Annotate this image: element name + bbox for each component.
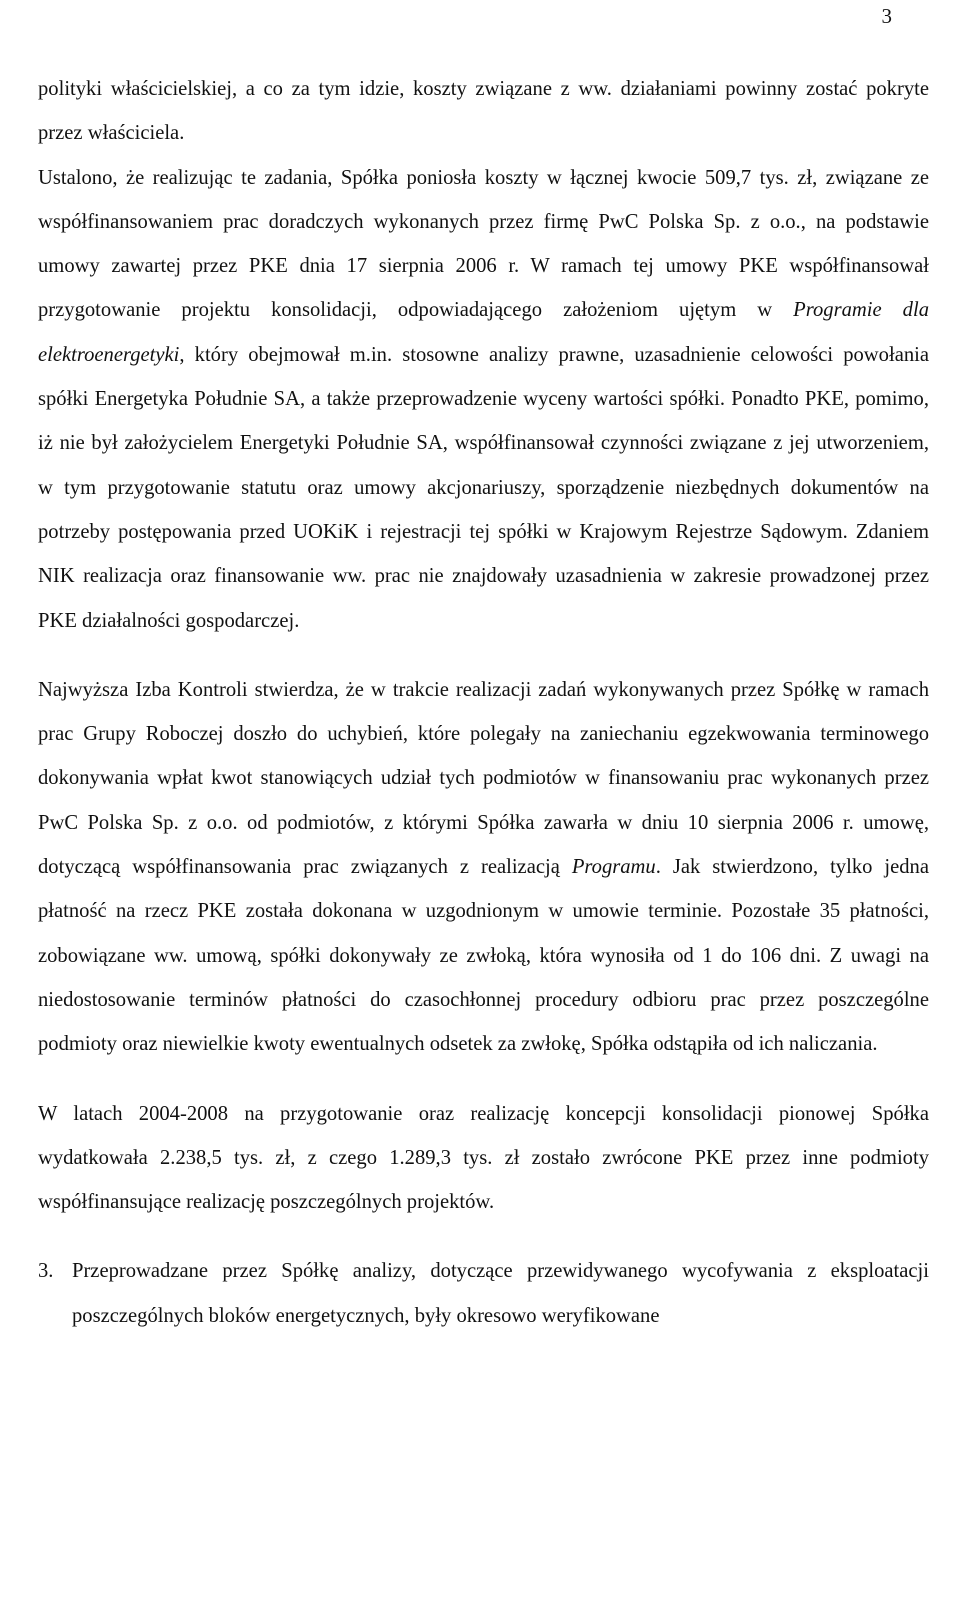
numbered-list-item [38, 1249, 929, 1338]
paragraph-text: polityki właścicielskiej, a co za tym idzie, koszty związane z ww. działaniami powinny zostać pokryte przez właściciela. [38, 78, 929, 145]
italic-title: Programu [571, 856, 656, 879]
paragraph-text: . Jak stwierdzono, tylko jedna płatność na rzecz PKE została dokonana w uzgodnionym w umowie terminie. Pozostałe 35 płatności, zobowiązane ww. umową, spółki dokonywały ze zwłoką, która wynosiła od 1 do 106 dni. Z uwagi na niedostosowanie terminów płatności do czasochłonnej procedury odbioru prac przez poszczególne podmioty oraz niewielkie kwoty ewentualnych odsetek za zwłokę, Spółka odstąpiła od ich naliczania. [38, 856, 929, 1056]
page-number: 3 [881, 4, 892, 28]
paragraph-spacer [38, 1067, 929, 1092]
paragraph [38, 67, 929, 156]
paragraph-text: W latach 2004-2008 na przygotowanie oraz realizację koncepcji konsolidacji pionowej Spółka wydatkowała 2.238,5 tys. zł, z czego 1.289,3 tys. zł zostało zwrócone PKE przez inne podmioty współfinansujące realizację poszczególnych projektów. [38, 1102, 929, 1214]
paragraph-text: Ustalono, że realizując te zadania, Spółka poniosła koszty w łącznej kwocie 509,7 tys. zł, związane ze współfinansowaniem prac doradczych wykonanych przez firmę PwC Polska Sp. z o.o., na podstawie umowy zawartej przez PKE dnia 17 sierpnia 2006 r. W ramach tej umowy PKE współfinansował przygotowanie projektu konsolidacji, odpowiadającego założeniom ujętym w [38, 166, 929, 322]
document-body [38, 67, 929, 1338]
paragraph-text: Najwyższa Izba Kontroli stwierdza, że w trakcie realizacji zadań wykonywanych przez Spółkę w ramach prac Grupy Roboczej doszło do uchybień, które polegały na zaniechaniu egzekwowania terminowego dokonywania wpłat kwot stanowiących udział tych podmiotów w finansowaniu prac wykonanych przez PwC Polska Sp. z o.o. od podmiotów, z którymi Spółka zawarła w dniu 10 sierpnia 2006 r. umowę, dotyczącą współfinansowania prac związanych z realizacją [38, 678, 929, 879]
paragraph-text: , który obejmował m.in. stosowne analizy prawne, uzasadnienie celowości powołania spółki Energetyka Południe SA, a także przeprowadzenie wyceny wartości spółki. Ponadto PKE, pomimo, iż nie był założycielem Energetyki Południe SA, współfinansował czynności związane z jej utworzeniem, w tym przygotowanie statutu oraz umowy akcjonariuszy, sporządzenie niezbędnych dokumentów na potrzeby postępowania przed UOKiK i rejestracji tej spółki w Krajowym Rejestrze Sądowym. Zdaniem NIK realizacja oraz finansowanie ww. prac nie znajdowały uzasadnienia w zakresie prowadzonej przez PKE działalności gospodarczej. [38, 343, 929, 632]
paragraph [38, 156, 929, 643]
italic-title: Programie dla elektroenergetyki [38, 299, 929, 366]
paragraph-spacer [38, 1224, 929, 1249]
list-number: 3. [38, 1260, 54, 1283]
paragraph [38, 1092, 929, 1225]
list-item-text: Przeprowadzane przez Spółkę analizy, dotyczące przewidywanego wycofywania z eksploatacji poszczególnych bloków energetycznych, były okresowo weryfikowane [72, 1260, 929, 1327]
paragraph [38, 668, 929, 1067]
paragraph-spacer [38, 643, 929, 668]
